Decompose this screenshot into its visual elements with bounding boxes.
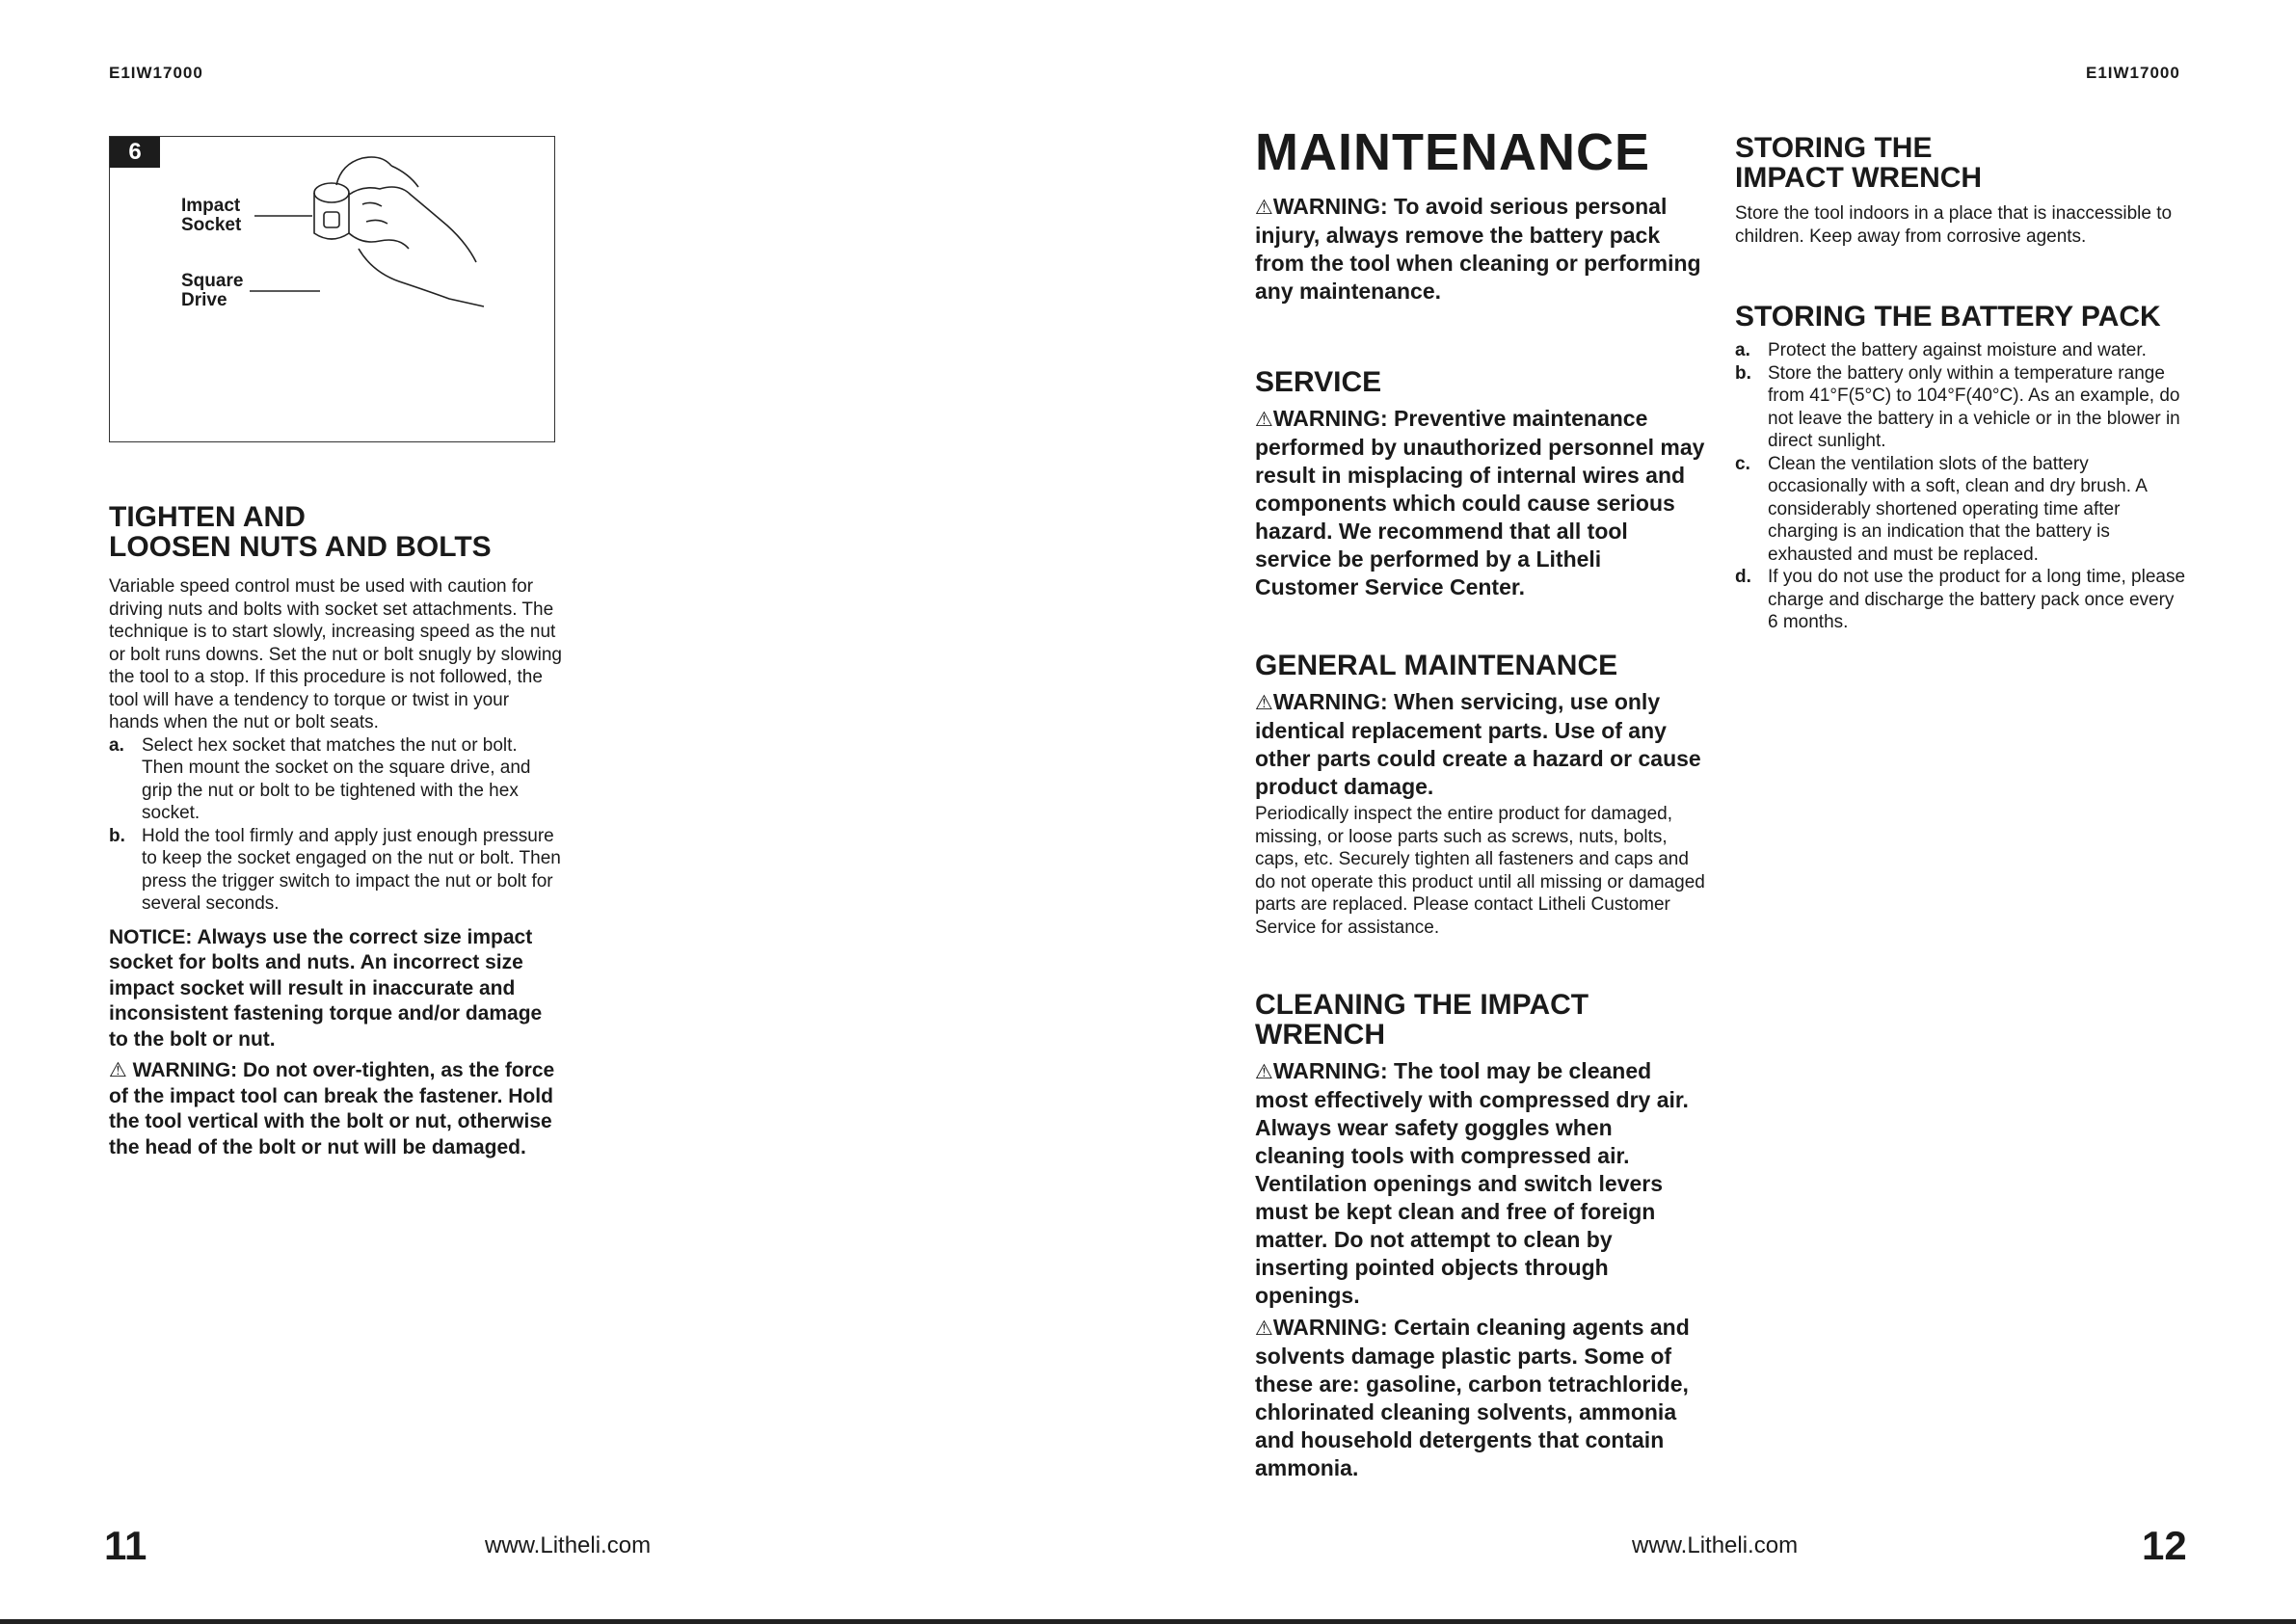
- warning-triangle-icon: ⚠: [1255, 692, 1273, 714]
- page-number-right: 12: [2142, 1523, 2187, 1568]
- cleaning-title: CLEANING THE IMPACT WRENCH: [1255, 989, 1589, 1051]
- general-maintenance-title: GENERAL MAINTENANCE: [1255, 650, 1618, 681]
- maintenance-warning: ⚠WARNING: To avoid serious personal injury, always remove the battery pack from the tool when cleaning or performing any maintenance.: [1255, 194, 1701, 304]
- service-warning: ⚠WARNING: Preventive maintenance performed by unauthorized personnel may result in misplacing of internal wires and components which could cause serious hazard. We recommend that all tool service be performed by a Litheli Customer Service Center.: [1255, 406, 1705, 599]
- website-link-left[interactable]: www.Litheli.com: [485, 1532, 652, 1558]
- warning-triangle-icon: ⚠: [1255, 1061, 1273, 1083]
- tighten-steps: [109, 734, 562, 916]
- general-maintenance-section: [1255, 651, 1708, 939]
- list-item: a. Protect the battery against moisture and water.: [1735, 340, 2147, 360]
- website-link-right[interactable]: www.Litheli.com: [1632, 1532, 1799, 1558]
- warning-triangle-icon: ⚠: [1255, 1318, 1273, 1340]
- list-item: a. Select hex socket that matches the nut or bolt. Then mount the socket on the square drive, and grip the nut or bolt to be tightened with the hex socket.: [109, 734, 531, 823]
- warning-triangle-icon: ⚠: [1255, 197, 1273, 219]
- bottom-divider: [0, 1619, 2296, 1624]
- model-number-right: E1IW17000: [2086, 64, 2180, 82]
- maintenance-section: [1255, 125, 1708, 306]
- maintenance-title: MAINTENANCE: [1255, 123, 1650, 181]
- list-item: d. If you do not use the product for a long time, please charge and discharge the battery pack once every 6 months.: [1735, 567, 2186, 632]
- tighten-body: Variable speed control must be used with caution for driving nuts and bolts with socket set attachments. The technique is to start slowly, increasing speed as the nut or bolt runs downs. Set the nut or bolt snugly by slowing the tool to a stop. If this procedure is not followed, the tool will have a tendency to torque or twist in your hands when the nut or bolt seats.: [109, 576, 562, 732]
- general-maintenance-body: Periodically inspect the entire product for damaged, missing, or loose parts such as screws, nuts, bolts, caps, etc. Securely tighten all fasteners and caps and do not operate this product until all missing or damaged parts are replaced. Please contact Litheli Customer Service for assistance.: [1255, 804, 1705, 938]
- service-title: SERVICE: [1255, 366, 1382, 398]
- tighten-title: TIGHTEN AND LOOSEN NUTS AND BOLTS: [109, 501, 492, 563]
- figure-6: [109, 136, 555, 442]
- general-maintenance-warning: ⚠WARNING: When servicing, use only identical replacement parts. Use of any other parts could create a hazard or cause product damage.: [1255, 689, 1701, 799]
- storing-wrench-title: STORING THE IMPACT WRENCH: [1735, 132, 1983, 194]
- cleaning-warning-2: ⚠WARNING: Certain cleaning agents and solvents damage plastic parts. Some of these are: gasoline, carbon tetrachloride, chlorinated cleaning solvents, ammonia and household detergents that contain ammonia.: [1255, 1315, 1690, 1480]
- impact-socket-label: Impact Socket: [181, 196, 242, 235]
- tighten-warning: ⚠ WARNING: Do not over-tighten, as the force of the impact tool can break the fastener. Hold the tool vertical with the bolt or nut, otherwise the head of the bolt or nut will be damaged.: [109, 1059, 555, 1158]
- list-item: c. Clean the ventilation slots of the battery occasionally with a soft, clean and dry brush. A considerably shortened operating time after charging is an indication that the battery is exhausted and must be replaced.: [1735, 453, 2147, 565]
- storing-battery-title: STORING THE BATTERY PACK: [1735, 301, 2161, 333]
- cleaning-warning-1: ⚠WARNING: The tool may be cleaned most effectively with compressed dry air. Always wear safety goggles when cleaning tools with compressed air. Ventilation openings and switch levers must be kept clean and free of foreign matter. Do not attempt to clean by inserting pointed objects through openings.: [1255, 1058, 1689, 1308]
- warning-triangle-icon: ⚠: [109, 1059, 127, 1081]
- hand-socket-illustration: [110, 137, 553, 440]
- cleaning-section: [1255, 990, 1708, 1482]
- tighten-section: [109, 502, 562, 1160]
- page-number-left: 11: [104, 1523, 147, 1568]
- storing-wrench-section: [1735, 133, 2188, 248]
- square-drive-label: Square Drive: [181, 271, 244, 310]
- figure-number: 6: [110, 137, 160, 168]
- warning-triangle-icon: ⚠: [1255, 409, 1273, 431]
- list-item: b. Store the battery only within a temperature range from 41°F(5°C) to 104°F(40°C). As an example, do not leave the battery in a vehicle or in the blower in direct sunlight.: [1735, 362, 2180, 451]
- list-item: b. Hold the tool firmly and apply just enough pressure to keep the socket engaged on the nut or bolt. Then press the trigger switch to impact the nut or bolt for several seconds.: [109, 825, 561, 914]
- notice-paragraph: NOTICE: Always use the correct size impact socket for bolts and nuts. An incorrect size impact socket will result in inaccurate and inconsistent fastening torque and/or damage to the bolt or nut.: [109, 925, 543, 1051]
- storing-battery-section: [1735, 302, 2188, 634]
- service-section: [1255, 367, 1708, 601]
- storing-battery-list: [1735, 339, 2188, 634]
- model-number-left: E1IW17000: [109, 64, 203, 82]
- storing-wrench-body: Store the tool indoors in a place that is inaccessible to children. Keep away from corrosive agents.: [1735, 203, 2173, 247]
